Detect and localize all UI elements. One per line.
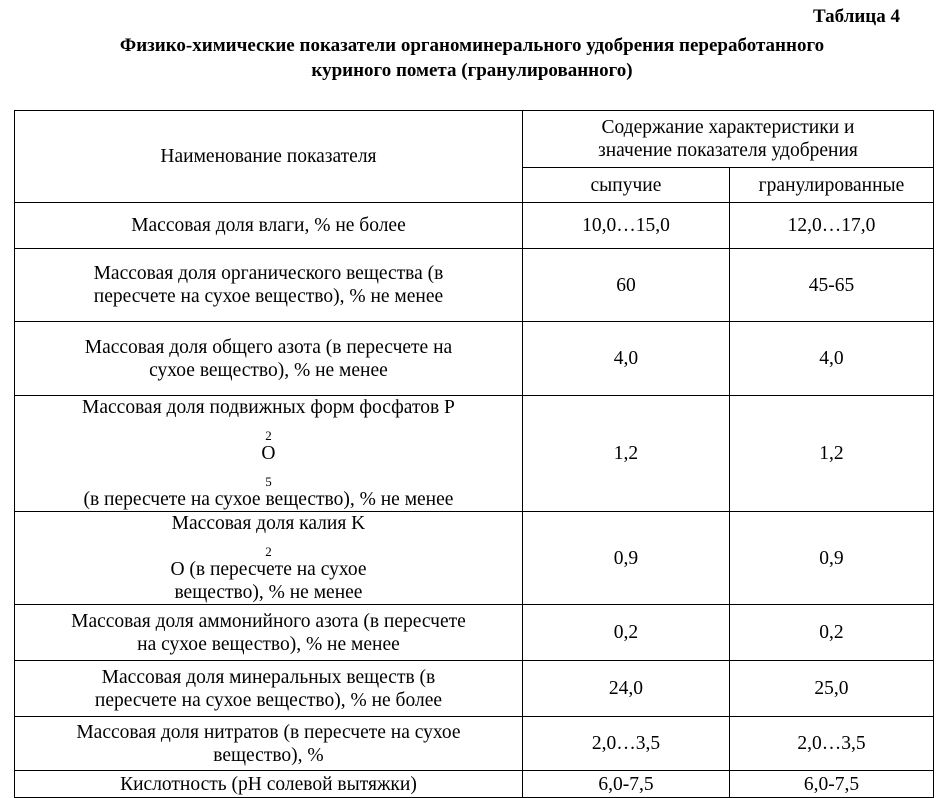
table-title: [0, 33, 944, 83]
header-indicator-name: Наименование показателя: [15, 111, 523, 203]
indicator-line: сухое вещество), % не менее: [149, 359, 388, 381]
indicator-line: на сухое вещество), % не менее: [137, 633, 400, 655]
indicator-name: [15, 203, 523, 249]
indicator-name: [15, 322, 523, 396]
value-granulated: 12,0…17,0: [729, 203, 933, 249]
table-row: [15, 203, 934, 249]
indicator-line: Массовая доля аммонийного азота (в пересчете: [71, 610, 466, 632]
table-row: [15, 717, 934, 771]
value-loose: 6,0-7,5: [522, 771, 729, 798]
header-row-1: [15, 111, 934, 168]
table-row: [15, 661, 934, 717]
table-number-label: Таблица 4: [812, 6, 900, 27]
value-granulated: 1,2: [729, 396, 933, 512]
table-row: [15, 771, 934, 798]
title-line-2: куриного помета (гранулированного): [311, 60, 633, 81]
value-granulated: 2,0…3,5: [729, 717, 933, 771]
indicator-name: [15, 249, 523, 322]
table-row: [15, 249, 934, 322]
table-row: [15, 512, 934, 605]
value-loose: 4,0: [522, 322, 729, 396]
value-loose: 1,2: [522, 396, 729, 512]
header-group-line-1: Содержание характеристики и: [601, 117, 855, 138]
indicator-line: вещество), % не менее: [174, 582, 363, 603]
header-group-line-2: значение показателя удобрения: [598, 140, 858, 161]
value-granulated: 25,0: [729, 661, 933, 717]
value-granulated: 4,0: [729, 322, 933, 396]
indicator-line: Массовая доля минеральных веществ (в: [101, 666, 436, 688]
indicator-line: Кислотность (pH солевой вытяжки): [120, 773, 417, 795]
indicator-name: [15, 605, 523, 661]
indicator-name: [15, 512, 523, 605]
value-loose: 2,0…3,5: [522, 717, 729, 771]
value-loose: 10,0…15,0: [522, 203, 729, 249]
value-granulated: 45-65: [729, 249, 933, 322]
properties-table: [14, 110, 934, 798]
indicator-line: Массовая доля влаги, % не более: [131, 215, 406, 236]
value-loose: 0,2: [522, 605, 729, 661]
indicator-line: пересчете на сухое вещество), % не менее: [93, 286, 444, 307]
header-content-group: [522, 111, 933, 168]
indicator-line: вещество), %: [213, 744, 324, 766]
value-granulated: 6,0-7,5: [729, 771, 933, 798]
indicator-name: [15, 717, 523, 771]
indicator-name: [15, 771, 523, 798]
title-line-1: Физико-химические показатели органоминерального удобрения переработанного: [119, 35, 825, 56]
indicator-line: Массовая доля общего азота (в пересчете на: [84, 336, 453, 358]
value-granulated: 0,2: [729, 605, 933, 661]
indicator-line: Массовая доля органического вещества (в: [93, 263, 444, 284]
header-granulated: гранулированные: [729, 168, 933, 203]
header-loose: сыпучие: [522, 168, 729, 203]
table-row: [15, 396, 934, 512]
indicator-line: Массовая доля калия K $_2$ O (в пересчете на сухое: [170, 513, 367, 580]
indicator-name: [15, 396, 523, 512]
indicator-line: пересчете на сухое вещество), % не более: [94, 689, 443, 711]
value-loose: 24,0: [522, 661, 729, 717]
value-loose: 60: [522, 249, 729, 322]
indicator-line: (в пересчете на сухое вещество), % не менее: [83, 489, 454, 510]
value-loose: 0,9: [522, 512, 729, 605]
indicator-name: [15, 661, 523, 717]
table-row: [15, 605, 934, 661]
value-granulated: 0,9: [729, 512, 933, 605]
table-row: [15, 322, 934, 396]
indicator-line: Массовая доля нитратов (в пересчете на сухое: [76, 721, 461, 743]
indicator-line: Массовая доля подвижных форм фосфатов P $_2$ O $_5$: [82, 397, 455, 489]
